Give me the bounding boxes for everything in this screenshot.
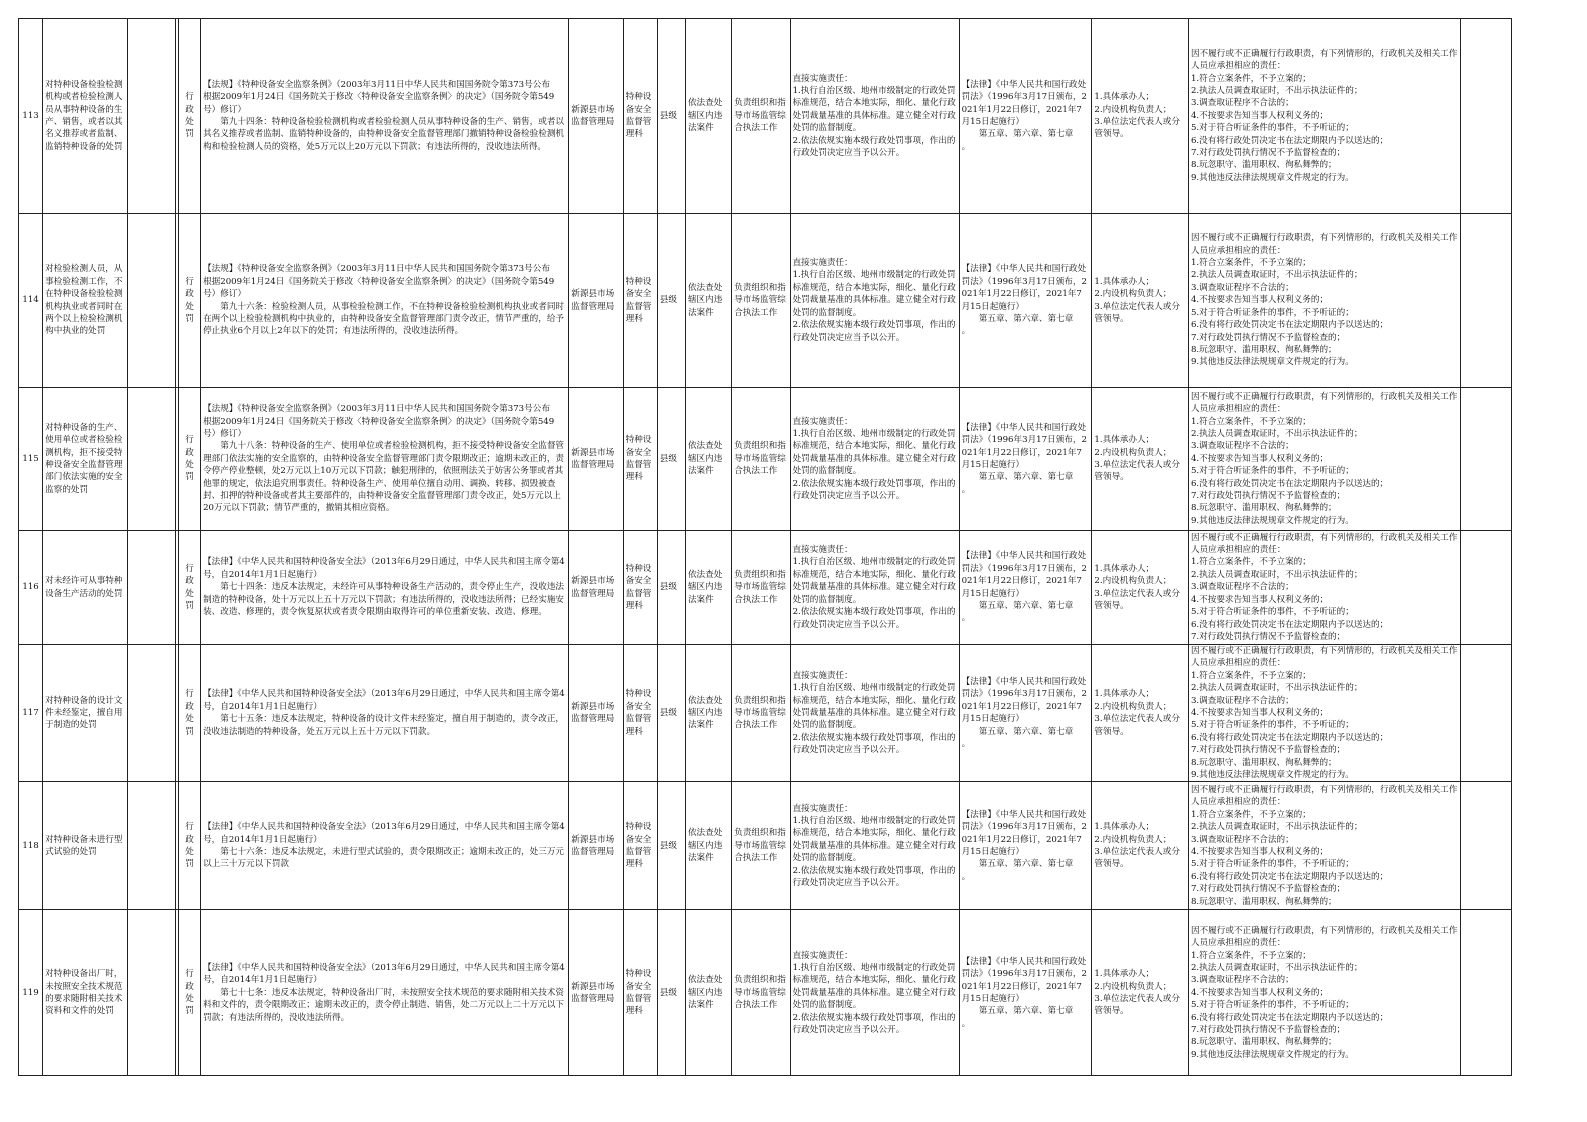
row-number: 115 bbox=[19, 388, 43, 531]
remarks-cell bbox=[1460, 782, 1511, 910]
blank-cell bbox=[127, 19, 175, 214]
table-row bbox=[19, 910, 1512, 1076]
liability-cases: 因不履行或不正确履行行政职责，有下列情形的，行政机关及相关工作人员应承担相应的责任： 1.符合立案条件，不予立案的； 2.执法人员调查取证时，不出示执法证件的； 3.调查取证程序不合法的； 4.不按要求告知当事人权利义务的； 5.对于符合听证条件的事件，不予听证的； 6.没有将行政处罚决定书在法定期限内予以送达的； 7.对行政处罚执行情况不予监督检查的； 8.玩忽职守、滥用职权、徇私舞弊的； 9.其他违反法律法规规章文件规定的行为。 bbox=[1188, 910, 1460, 1076]
accountability-basis: 【法律】《中华人民共和国行政处罚法》（1996年3月17日颁布，2021年1月22日修订，2021年7月15日起施行） 第五章、第六章、第七章 。 bbox=[959, 531, 1092, 645]
remarks-cell bbox=[1460, 645, 1511, 782]
remarks-cell bbox=[1460, 214, 1511, 388]
table-row bbox=[19, 19, 1512, 214]
responsibility-items: 直接实施责任： 1.执行自治区级、地州市级制定的行政处罚标准规范，结合本地实际，细化、量化行政处罚裁量基准的具体标准。建立健全对行政处罚的监督制度。 2.依法依规实施本级行政处罚事项，作出的行政处罚决定应当予以公开。 bbox=[790, 645, 959, 782]
liability-cases: 因不履行或不正确履行行政职责，有下列情形的，行政机关及相关工作人员应承担相应的责任： 1.符合立案条件，不予立案的； 2.执法人员调查取证时，不出示执法证件的； 3.调查取证程序不合法的； 4.不按要求告知当事人权利义务的； 5.对于符合听证条件的事件，不予听证的； 6.没有将行政处罚决定书在法定期限内予以送达的； 7.对行政处罚执行情况不予监督检查的； bbox=[1188, 531, 1460, 645]
implementation-scope: 依法查处辖区内违法案件 bbox=[685, 19, 731, 214]
department-duty: 负责组织和指导市场监管综合执法工作 bbox=[732, 531, 790, 645]
legal-basis: 【法律】《中华人民共和国特种设备安全法》（2013年6月29日通过，中华人民共和国主席令第4号，自2014年1月1日起施行） 第七十五条：违反本法规定，特种设备的设计文件未经鉴定，擅自用于制造的，责令改正，没收违法制造的特种设备，处五万元以上五十万元以下罚款。 bbox=[201, 645, 569, 782]
item-type: 行政处罚 bbox=[178, 645, 200, 782]
implementation-level: 县级 bbox=[657, 388, 685, 531]
department-duty: 负责组织和指导市场监管综合执法工作 bbox=[732, 645, 790, 782]
responsible-department: 特种设备安全监督管理科 bbox=[623, 19, 657, 214]
item-name: 对未经许可从事特种设备生产活动的处罚 bbox=[43, 531, 128, 645]
item-name: 对特种设备未进行型式试验的处罚 bbox=[43, 782, 128, 910]
implementing-agency: 新源县市场监督管理局 bbox=[569, 531, 623, 645]
implementation-level: 县级 bbox=[657, 214, 685, 388]
accountability-basis: 【法律】《中华人民共和国行政处罚法》（1996年3月17日颁布，2021年1月22日修订，2021年7月15日起施行） 第五章、第六章、第七章 。 bbox=[959, 910, 1092, 1076]
responsible-department: 特种设备安全监督管理科 bbox=[623, 910, 657, 1076]
blank-cell bbox=[127, 645, 175, 782]
row-number: 119 bbox=[19, 910, 43, 1076]
item-type: 行政处罚 bbox=[178, 388, 200, 531]
implementing-agency: 新源县市场监督管理局 bbox=[569, 910, 623, 1076]
legal-basis: 【法规】《特种设备安全监察条例》（2003年3月11日中华人民共和国国务院令第373号公布 根据2009年1月24日《国务院关于修改〈特种设备安全监察条例〉的决定》（国务院令第549号）修订） 第九十六条：检验检测人员，从事检验检测工作，不在特种设备检验检测机构执业或者同时在两个以上检验检测机构中执业的，由特种设备安全监督管理部门责令改正，情节严重的，给予停止执业6个月以上2年以下的处罚；有违法所得的，没收违法所得。 bbox=[201, 214, 569, 388]
blank-cell bbox=[127, 910, 175, 1076]
department-duty: 负责组织和指导市场监管综合执法工作 bbox=[732, 388, 790, 531]
responsible-department: 特种设备安全监督管理科 bbox=[623, 782, 657, 910]
row-number: 118 bbox=[19, 782, 43, 910]
implementation-scope: 依法查处辖区内违法案件 bbox=[685, 782, 731, 910]
item-type: 行政处罚 bbox=[178, 782, 200, 910]
remarks-cell bbox=[1460, 19, 1511, 214]
item-name: 对特种设备的设计文件未经鉴定，擅自用于制造的处罚 bbox=[43, 645, 128, 782]
blank-cell bbox=[127, 531, 175, 645]
implementing-agency: 新源县市场监督管理局 bbox=[569, 645, 623, 782]
item-name: 对特种设备检验检测机构或者检验检测人员从事特种设备的生产、销售，或者以其名义推荐或者监制、监销特种设备的处罚 bbox=[43, 19, 128, 214]
implementation-scope: 依法查处辖区内违法案件 bbox=[685, 645, 731, 782]
liability-cases: 因不履行或不正确履行行政职责，有下列情形的，行政机关及相关工作人员应承担相应的责任： 1.符合立案条件，不予立案的； 2.执法人员调查取证时，不出示执法证件的； 3.调查取证程序不合法的； 4.不按要求告知当事人权利义务的； 5.对于符合听证条件的事件，不予听证的； 6.没有将行政处罚决定书在法定期限内予以送达的； 7.对行政处罚执行情况不予监督检查的； 8.玩忽职守、滥用职权、徇私舞弊的； 9.其他违反法律法规规章文件规定的行为。 bbox=[1188, 645, 1460, 782]
accountability-basis: 【法律】《中华人民共和国行政处罚法》（1996年3月17日颁布，2021年1月22日修订，2021年7月15日起施行） 第五章、第六章、第七章 。 bbox=[959, 782, 1092, 910]
department-duty: 负责组织和指导市场监管综合执法工作 bbox=[732, 782, 790, 910]
responsible-department: 特种设备安全监督管理科 bbox=[623, 214, 657, 388]
table-row bbox=[19, 782, 1512, 910]
liability-cases: 因不履行或不正确履行行政职责，有下列情形的，行政机关及相关工作人员应承担相应的责任： 1.符合立案条件，不予立案的； 2.执法人员调查取证时，不出示执法证件的； 3.调查取证程序不合法的； 4.不按要求告知当事人权利义务的； 5.对于符合听证条件的事件，不予听证的； 6.没有将行政处罚决定书在法定期限内予以送达的； 7.对行政处罚执行情况不予监督检查的； 8.玩忽职守、滥用职权、徇私舞弊的； 9.其他违反法律法规规章文件规定的行为。 bbox=[1188, 214, 1460, 388]
legal-basis: 【法规】《特种设备安全监察条例》（2003年3月11日中华人民共和国国务院令第373号公布 根据2009年1月24日《国务院关于修改〈特种设备安全监察条例〉的决定》（国务院令第549号）修订） 第九十四条：特种设备检验检测机构或者检验检测人员从事特种设备的生产、销售，或者以其名义推荐或者监制、监销特种设备的，由特种设备安全监督管理部门撤销特种设备检验检测机构和检验检测人员的资格，处5万元以上20万元以下罚款；有违法所得的，没收违法所得。 bbox=[201, 19, 569, 214]
responsible-persons: 1.具体承办人； 2.内设机构负责人； 3.单位法定代表人或分管领导。 bbox=[1092, 645, 1189, 782]
implementation-level: 县级 bbox=[657, 19, 685, 214]
responsible-department: 特种设备安全监督管理科 bbox=[623, 388, 657, 531]
implementation-level: 县级 bbox=[657, 645, 685, 782]
legal-basis: 【法律】《中华人民共和国特种设备安全法》（2013年6月29日通过，中华人民共和国主席令第4号，自2014年1月1日起施行） 第七十四条：违反本法规定，未经许可从事特种设备生产活动的，责令停止生产，没收违法制造的特种设备，处十万元以上五十万元以下罚款；有违法所得的，没收违法所得；已经实施安装、改造、修理的，责令恢复原状或者责令限期由取得许可的单位重新安装、改造、修理。 bbox=[201, 531, 569, 645]
table-row bbox=[19, 645, 1512, 782]
responsible-persons: 1.具体承办人； 2.内设机构负责人； 3.单位法定代表人或分管领导。 bbox=[1092, 214, 1189, 388]
responsibility-items: 直接实施责任： 1.执行自治区级、地州市级制定的行政处罚标准规范，结合本地实际，细化、量化行政处罚裁量基准的具体标准。建立健全对行政处罚的监督制度。 2.依法依规实施本级行政处罚事项，作出的行政处罚决定应当予以公开。 bbox=[790, 214, 959, 388]
accountability-basis: 【法律】《中华人民共和国行政处罚法》（1996年3月17日颁布，2021年1月22日修订，2021年7月15日起施行） 第五章、第六章、第七章 。 bbox=[959, 214, 1092, 388]
department-duty: 负责组织和指导市场监管综合执法工作 bbox=[732, 19, 790, 214]
table-row bbox=[19, 531, 1512, 645]
accountability-basis: 【法律】《中华人民共和国行政处罚法》（1996年3月17日颁布，2021年1月22日修订，2021年7月15日起施行） 第五章、第六章、第七章 。 bbox=[959, 645, 1092, 782]
liability-cases: 因不履行或不正确履行行政职责，有下列情形的，行政机关及相关工作人员应承担相应的责任： 1.符合立案条件，不予立案的； 2.执法人员调查取证时，不出示执法证件的； 3.调查取证程序不合法的； 4.不按要求告知当事人权利义务的； 5.对于符合听证条件的事件，不予听证的； 6.没有将行政处罚决定书在法定期限内予以送达的； 7.对行政处罚执行情况不予监督检查的； 8.玩忽职守、滥用职权、徇私舞弊的； bbox=[1188, 782, 1460, 910]
department-duty: 负责组织和指导市场监管综合执法工作 bbox=[732, 214, 790, 388]
responsibility-items: 直接实施责任： 1.执行自治区级、地州市级制定的行政处罚标准规范，结合本地实际，细化、量化行政处罚裁量基准的具体标准。建立健全对行政处罚的监督制度。 2.依法依规实施本级行政处罚事项，作出的行政处罚决定应当予以公开。 bbox=[790, 782, 959, 910]
table-row bbox=[19, 214, 1512, 388]
implementation-level: 县级 bbox=[657, 910, 685, 1076]
remarks-cell bbox=[1460, 531, 1511, 645]
implementation-scope: 依法查处辖区内违法案件 bbox=[685, 388, 731, 531]
implementing-agency: 新源县市场监督管理局 bbox=[569, 214, 623, 388]
item-name: 对特种设备出厂时，未按照安全技术规范的要求随附相关技术资料和文件的处罚 bbox=[43, 910, 128, 1076]
penalty-list-table bbox=[18, 18, 1512, 1076]
accountability-basis: 【法律】《中华人民共和国行政处罚法》（1996年3月17日颁布，2021年1月22日修订，2021年7月15日起施行） 第五章、第六章、第七章 。 bbox=[959, 388, 1092, 531]
implementation-level: 县级 bbox=[657, 531, 685, 645]
responsible-persons: 1.具体承办人； 2.内设机构负责人； 3.单位法定代表人或分管领导。 bbox=[1092, 19, 1189, 214]
row-number: 114 bbox=[19, 214, 43, 388]
responsible-persons: 1.具体承办人； 2.内设机构负责人； 3.单位法定代表人或分管领导。 bbox=[1092, 531, 1189, 645]
legal-basis: 【法律】《中华人民共和国特种设备安全法》（2013年6月29日通过，中华人民共和国主席令第4号，自2014年1月1日起施行） 第七十七条：违反本法规定，特种设备出厂时，未按照安全技术规范的要求随附相关技术资料和文件的，责令限期改正；逾期未改正的，责令停止制造、销售，处二万元以上二十万元以下罚款；有违法所得的，没收违法所得。 bbox=[201, 910, 569, 1076]
responsible-department: 特种设备安全监督管理科 bbox=[623, 531, 657, 645]
implementation-level: 县级 bbox=[657, 782, 685, 910]
implementation-scope: 依法查处辖区内违法案件 bbox=[685, 910, 731, 1076]
blank-cell bbox=[127, 388, 175, 531]
liability-cases: 因不履行或不正确履行行政职责，有下列情形的，行政机关及相关工作人员应承担相应的责任： 1.符合立案条件，不予立案的； 2.执法人员调查取证时，不出示执法证件的； 3.调查取证程序不合法的； 4.不按要求告知当事人权利义务的； 5.对于符合听证条件的事件，不予听证的； 6.没有将行政处罚决定书在法定期限内予以送达的； 7.对行政处罚执行情况不予监督检查的； 8.玩忽职守、滥用职权、徇私舞弊的； 9.其他违反法律法规规章文件规定的行为。 bbox=[1188, 19, 1460, 214]
implementation-scope: 依法查处辖区内违法案件 bbox=[685, 214, 731, 388]
implementing-agency: 新源县市场监督管理局 bbox=[569, 782, 623, 910]
responsible-persons: 1.具体承办人； 2.内设机构负责人； 3.单位法定代表人或分管领导。 bbox=[1092, 910, 1189, 1076]
responsible-department: 特种设备安全监督管理科 bbox=[623, 645, 657, 782]
table-row bbox=[19, 388, 1512, 531]
table-body bbox=[19, 19, 1512, 1076]
item-type: 行政处罚 bbox=[178, 19, 200, 214]
liability-cases: 因不履行或不正确履行行政职责，有下列情形的，行政机关及相关工作人员应承担相应的责任： 1.符合立案条件，不予立案的； 2.执法人员调查取证时，不出示执法证件的； 3.调查取证程序不合法的； 4.不按要求告知当事人权利义务的； 5.对于符合听证条件的事件，不予听证的； 6.没有将行政处罚决定书在法定期限内予以送达的； 7.对行政处罚执行情况不予监督检查的； 8.玩忽职守、滥用职权、徇私舞弊的； 9.其他违反法律法规规章文件规定的行为。 bbox=[1188, 388, 1460, 531]
remarks-cell bbox=[1460, 910, 1511, 1076]
responsibility-items: 直接实施责任： 1.执行自治区级、地州市级制定的行政处罚标准规范，结合本地实际，细化、量化行政处罚裁量基准的具体标准。建立健全对行政处罚的监督制度。 2.依法依规实施本级行政处罚事项，作出的行政处罚决定应当予以公开。 bbox=[790, 531, 959, 645]
row-number: 117 bbox=[19, 645, 43, 782]
item-type: 行政处罚 bbox=[178, 910, 200, 1076]
legal-basis: 【法规】《特种设备安全监察条例》（2003年3月11日中华人民共和国国务院令第373号公布 根据2009年1月24日《国务院关于修改〈特种设备安全监察条例〉的决定》（国务院令第549号）修订） 第九十八条：特种设备的生产、使用单位或者检验检测机构，拒不接受特种设备安全监督管理部门依法实施的安全监察的，由特种设备安全监督管理部门责令限期改正；逾期未改正的，责令停产停业整顿，处2万元以上10万元以下罚款；触犯刑律的，依照刑法关于妨害公务罪或者其他罪的规定，依法追究刑事责任。特种设备生产、使用单位擅自动用、调换、转移、损毁被查封、扣押的特种设备或者其主要部件的，由特种设备安全监督管理部门责令改正，处5万元以上20万元以下罚款；情节严重的，撤销其相应资格。 bbox=[201, 388, 569, 531]
responsible-persons: 1.具体承办人； 2.内设机构负责人； 3.单位法定代表人或分管领导。 bbox=[1092, 782, 1189, 910]
remarks-cell bbox=[1460, 388, 1511, 531]
blank-cell bbox=[127, 782, 175, 910]
row-number: 116 bbox=[19, 531, 43, 645]
accountability-basis: 【法律】《中华人民共和国行政处罚法》（1996年3月17日颁布，2021年1月22日修订，2021年7月15日起施行） 第五章、第六章、第七章 。 bbox=[959, 19, 1092, 214]
item-type: 行政处罚 bbox=[178, 531, 200, 645]
row-number: 113 bbox=[19, 19, 43, 214]
item-type: 行政处罚 bbox=[178, 214, 200, 388]
responsibility-items: 直接实施责任： 1.执行自治区级、地州市级制定的行政处罚标准规范，结合本地实际，细化、量化行政处罚裁量基准的具体标准。建立健全对行政处罚的监督制度。 2.依法依规实施本级行政处罚事项，作出的行政处罚决定应当予以公开。 bbox=[790, 910, 959, 1076]
implementing-agency: 新源县市场监督管理局 bbox=[569, 19, 623, 214]
item-name: 对特种设备的生产、使用单位或者检验检测机构，拒不接受特种设备安全监督管理部门依法实施的安全监察的处罚 bbox=[43, 388, 128, 531]
responsibility-items: 直接实施责任： 1.执行自治区级、地州市级制定的行政处罚标准规范，结合本地实际，细化、量化行政处罚裁量基准的具体标准。建立健全对行政处罚的监督制度。 2.依法依规实施本级行政处罚事项，作出的行政处罚决定应当予以公开。 bbox=[790, 388, 959, 531]
responsibility-items: 直接实施责任： 1.执行自治区级、地州市级制定的行政处罚标准规范，结合本地实际，细化、量化行政处罚裁量基准的具体标准。建立健全对行政处罚的监督制度。 2.依法依规实施本级行政处罚事项，作出的行政处罚决定应当予以公开。 bbox=[790, 19, 959, 214]
implementation-scope: 依法查处辖区内违法案件 bbox=[685, 531, 731, 645]
department-duty: 负责组织和指导市场监管综合执法工作 bbox=[732, 910, 790, 1076]
implementing-agency: 新源县市场监督管理局 bbox=[569, 388, 623, 531]
blank-cell bbox=[127, 214, 175, 388]
responsible-persons: 1.具体承办人； 2.内设机构负责人； 3.单位法定代表人或分管领导。 bbox=[1092, 388, 1189, 531]
item-name: 对检验检测人员，从事检验检测工作，不在特种设备检验检测机构执业或者同时在两个以上检验检测机构中执业的处罚 bbox=[43, 214, 128, 388]
legal-basis: 【法律】《中华人民共和国特种设备安全法》（2013年6月29日通过，中华人民共和国主席令第4号，自2014年1月1日起施行） 第七十六条：违反本法规定，未进行型式试验的，责令限期改正；逾期未改正的，处三万元以上三十万元以下罚款 bbox=[201, 782, 569, 910]
